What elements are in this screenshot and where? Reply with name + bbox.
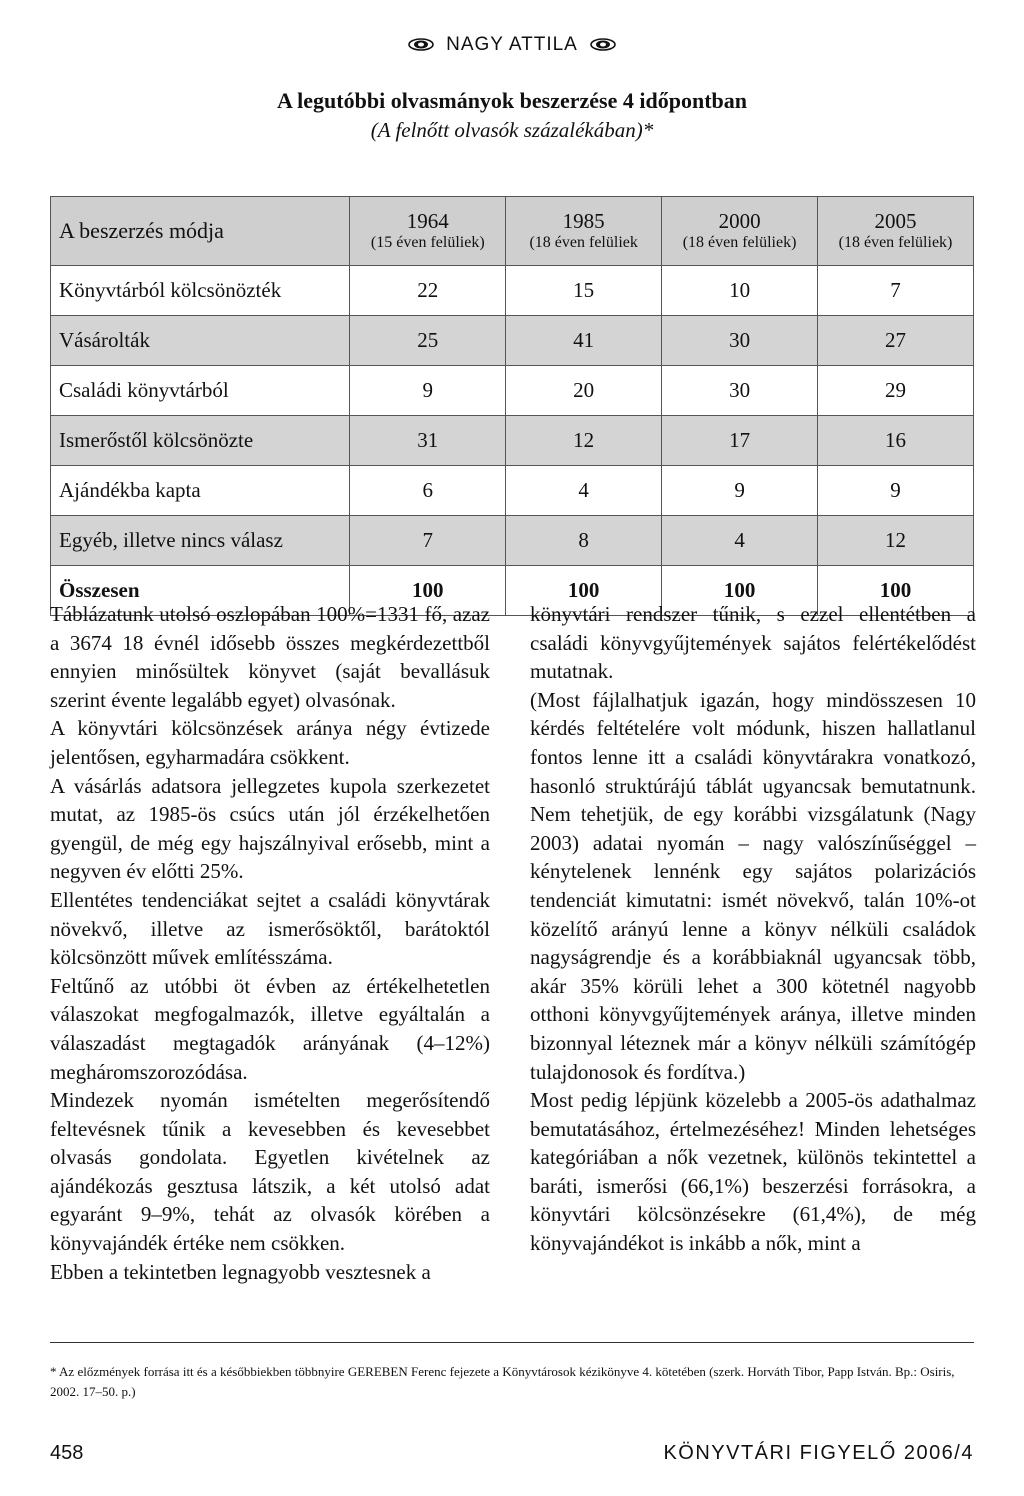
table-cell: 9 — [350, 366, 506, 416]
table-header-row — [51, 197, 974, 266]
eye-ornament-icon — [590, 38, 616, 51]
table-row — [51, 316, 974, 366]
table-cell: 4 — [662, 516, 818, 566]
table-row — [51, 266, 974, 316]
column-subtitle: (18 éven felüliek) — [838, 234, 953, 251]
paragraph: Ellentétes tendenciákat sejtet a családi könyvtárak növekvő, illetve az ismerősöktől, barátoktól kölcsönzött művek említésszáma. — [50, 887, 490, 970]
table-cell: 100 — [818, 566, 974, 616]
table-cell: 30 — [662, 316, 818, 366]
column-subtitle: (18 éven felüliek) — [682, 234, 797, 251]
table-cell: 31 — [350, 416, 506, 466]
paragraph: A vásárlás adatsora jellegzetes kupola szerkezetet mutat, az 1985-ös csúcs után jól érzékelhetően gyengül, de még egy hajszálnyival erősebb, mint a negyven év előtti 25%. — [50, 773, 490, 884]
column-header-2000 — [662, 197, 818, 266]
row-label: Ajándékba kapta — [51, 466, 350, 516]
table-cell: 100 — [662, 566, 818, 616]
paragraph: Most pedig lépjünk közelebb a 2005-ös adathalmaz bemutatásához, értelmezéséhez! Minden lehetséges kategóriában a nők vezetnek, különös tekintettel a baráti, ismerősi (66,1%) beszerzési forrásokra, a könyvtári kölcsönzésekre (61,4%), de még könyvajándékot is inkább a nők, mint a — [530, 1088, 976, 1256]
table-cell: 7 — [350, 516, 506, 566]
page-number: 458 — [50, 1442, 84, 1464]
table-cell: 20 — [506, 366, 662, 416]
eye-ornament-icon — [408, 38, 434, 51]
footnote: * Az előzmények forrása itt és a későbbiekben többnyire GEREBEN Ferenc fejezete a Könyvtárosok kézikönyve 4. kötetében (szerk. Horváth Tibor, Papp István. Bp.: Osiris, 2002. 17–50. p.) — [50, 1364, 955, 1399]
column-header-1985 — [506, 197, 662, 266]
row-label: Családi könyvtárból — [51, 366, 350, 416]
row-label: Vásárolták — [51, 316, 350, 366]
table-cell: 100 — [506, 566, 662, 616]
table-cell: 17 — [662, 416, 818, 466]
column-subtitle: (15 éven felüliek) — [370, 234, 485, 251]
paragraph: Feltűnő az utóbbi öt évben az értékelhetetlen válaszokat megfogalmazók, illetve egyáltalán a válaszadást megtagadók arányának (4–12%) megháromszorozódása. — [50, 973, 490, 1084]
row-label: Ismerőstől kölcsönözte — [51, 416, 350, 466]
column-year: 2005 — [874, 209, 917, 233]
row-label: Egyéb, illetve nincs válasz — [51, 516, 350, 566]
paragraph: Táblázatunk utolsó oszlopában 100%=1331 fő, azaz a 3674 18 évnél idősebb összes megkérdezettből ennyien minősültek könyvet (saját bevallásuk szerint évente legalább egyet) olvasónak. — [50, 602, 490, 712]
table-cell: 15 — [506, 266, 662, 316]
table-cell: 12 — [818, 516, 974, 566]
row-header-cell: A beszerzés módja — [51, 197, 350, 266]
table-row — [51, 416, 974, 466]
running-head — [0, 34, 1024, 56]
table-cell: 25 — [350, 316, 506, 366]
table-cell: 4 — [506, 466, 662, 516]
table-cell: 29 — [818, 366, 974, 416]
journal-name: KÖNYVTÁRI FIGYELŐ 2006/4 — [663, 1442, 974, 1464]
table-subtitle: (A felnőtt olvasók százalékában)* — [370, 118, 654, 142]
running-head-text: NAGY ATTILA — [446, 34, 578, 55]
table-cell: 7 — [818, 266, 974, 316]
row-label: Könyvtárból kölcsönözték — [51, 266, 350, 316]
column-header-2005 — [818, 197, 974, 266]
table-cell: 27 — [818, 316, 974, 366]
body-column-left — [50, 600, 490, 1286]
table-cell: 12 — [506, 416, 662, 466]
table-cell: 8 — [506, 516, 662, 566]
paragraph: Mindezek nyomán ismételten megerősítendő feltevésnek tűnik a kevesebben és kevesebbet olvasás gondolata. Egyetlen kivételnek az ajándékozás gesztusa látszik, a két utolsó adat egyaránt 9–9%, tehát az olvasók körében a könyvajándék értéke nem csökken. — [50, 1088, 490, 1256]
table-cell: 9 — [818, 466, 974, 516]
table-cell: 100 — [350, 566, 506, 616]
table-row — [51, 516, 974, 566]
column-year: 1964 — [406, 209, 449, 233]
footnote-divider — [50, 1342, 974, 1343]
column-year: 2000 — [718, 209, 761, 233]
column-header-1964 — [350, 197, 506, 266]
paragraph: Ebben a tekintetben legnagyobb vesztesnek a — [50, 1259, 431, 1284]
table-row — [51, 366, 974, 416]
table-cell: 6 — [350, 466, 506, 516]
table-cell: 16 — [818, 416, 974, 466]
table-row — [51, 466, 974, 516]
table-cell: 30 — [662, 366, 818, 416]
column-year: 1985 — [562, 209, 605, 233]
acquisition-table — [50, 196, 974, 616]
total-label: Összesen — [51, 566, 350, 616]
paragraph: A könyvtári kölcsönzések aránya négy évtizede jelentősen, egyharmadára csökkent. — [50, 716, 490, 769]
table-cell: 41 — [506, 316, 662, 366]
table-cell: 10 — [662, 266, 818, 316]
paragraph: könyvtári rendszer tűnik, s ezzel ellentétben a családi könyvgyűjtemények sajátos felértékelődést mutatnak. — [530, 602, 976, 684]
paragraph: (Most fájlalhatjuk igazán, hogy mindösszesen 10 kérdés feltételére volt módunk, hiszen hallatlanul fontos lenne itt a családi könyvtárakra vonatkozó, hasonló struktúrájú táblát ugyancsak bemutatnunk. Nem tehetjük, de egy korábbi vizsgálatunk (Nagy 2003) adatai nyomán – nagy valószínűséggel – kénytelenek lennénk egy sajátos polarizációs tendenciát kimutatni: ismét növekvő, talán 10%-ot közelítő arányú lenne a könyv nélküli családok nagyságrendje és a korábbiaknál ugyancsak több, akár 35% körüli lehet a 300 kötetnél nagyobb otthoni könyvgyűjtemények aránya, illetve minden bizonnyal léteznek már a könyv nélküli számítógép tulajdonosok és fordítva.) — [530, 687, 976, 1084]
table-cell: 22 — [350, 266, 506, 316]
body-column-right — [530, 600, 976, 1258]
table-cell: 9 — [662, 466, 818, 516]
table-title: A legutóbbi olvasmányok beszerzése 4 időpontban — [277, 88, 747, 113]
column-subtitle: (18 éven felüliek — [529, 234, 638, 251]
